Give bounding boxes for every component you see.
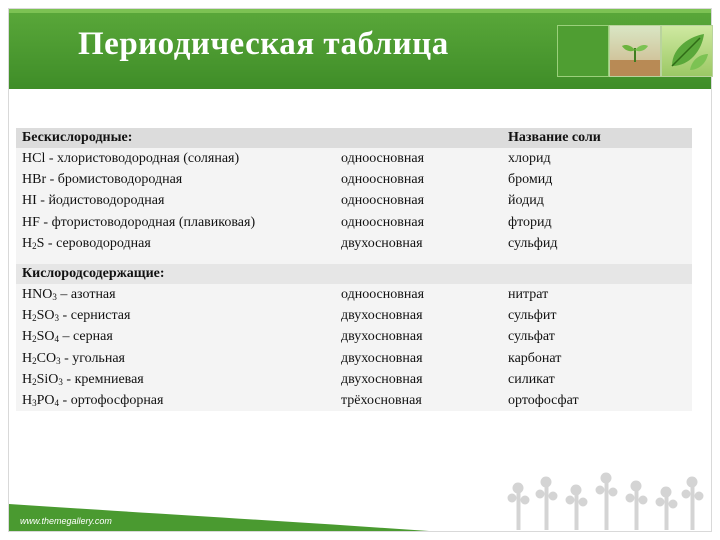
leaves-icon <box>662 26 712 76</box>
salt-name: силикат <box>508 371 555 387</box>
acid-formula-name <box>22 212 255 233</box>
salt-name: йодид <box>508 193 544 209</box>
formula-text: H <box>22 392 33 408</box>
formula-subscript: 4 <box>54 334 60 345</box>
acid-formula-name <box>22 305 130 326</box>
salt-name: сульфат <box>508 329 555 345</box>
table-row <box>16 305 692 326</box>
salt-name: нитрат <box>508 286 549 302</box>
formula-text: SO <box>36 329 55 345</box>
acid-name: – азотная <box>56 286 116 302</box>
formula-subscript: 4 <box>54 397 60 408</box>
salt-name: хлорид <box>508 151 551 166</box>
formula-subscript: 3 <box>52 291 57 302</box>
acid-formula-name <box>22 169 182 190</box>
acid-formula-name <box>22 284 116 305</box>
formula-text: H <box>22 350 33 366</box>
table-row <box>16 348 692 369</box>
formula-text: PO <box>36 392 55 408</box>
acid-basicity: двухосновная <box>341 371 423 387</box>
formula-text: HI <box>22 193 37 209</box>
acid-basicity: одноосновная <box>341 214 425 230</box>
section-header-row <box>16 264 692 284</box>
footer-url: www.themegallery.com <box>20 516 112 526</box>
acids-table <box>16 128 692 411</box>
formula-subscript: 3 <box>56 355 61 366</box>
formula-subscript: 3 <box>32 397 37 408</box>
formula-subscript: 3 <box>58 376 63 387</box>
oxygenless-group <box>16 148 692 254</box>
page-title: Периодическая таблица <box>78 26 449 62</box>
formula-subscript: 3 <box>54 313 60 324</box>
salt-name: ортофосфат <box>508 392 579 408</box>
table-row <box>16 369 692 390</box>
acid-basicity: двухосновная <box>341 329 423 345</box>
acid-name: – серная <box>59 329 113 345</box>
acid-name: - кремниевая <box>62 371 144 387</box>
acid-name: - бромистоводородная <box>46 172 183 188</box>
formula-subscript: 2 <box>32 240 37 251</box>
table-row <box>16 148 692 169</box>
table-row <box>16 326 692 347</box>
decor-square-image <box>557 25 609 77</box>
table-row <box>16 284 692 305</box>
table-row <box>16 390 692 411</box>
formula-subscript: 2 <box>32 313 37 324</box>
acid-name: - фтористоводородная (плавиковая) <box>39 214 256 230</box>
footer-wave <box>9 496 711 531</box>
formula-text: H <box>22 329 33 345</box>
acid-name: - сероводородная <box>44 235 151 251</box>
formula-text: H <box>22 371 33 387</box>
acid-basicity: трёхосновная <box>341 392 422 408</box>
table-row <box>16 169 692 190</box>
sprout-image <box>609 25 661 77</box>
formula-text: HNO <box>22 286 53 302</box>
salt-name: сульфид <box>508 235 558 251</box>
header-stripe <box>9 9 711 13</box>
acid-basicity: двухосновная <box>341 350 423 366</box>
formula-text: S <box>36 235 45 251</box>
acid-basicity: двухосновная <box>341 308 423 324</box>
salt-name: бромид <box>508 172 553 188</box>
acid-formula-name <box>22 148 239 169</box>
salt-name: сульфит <box>508 308 557 324</box>
formula-text: HCl <box>22 151 46 166</box>
formula-text: H <box>22 308 33 324</box>
formula-subscript: 2 <box>32 334 37 345</box>
acid-formula-name <box>22 390 163 411</box>
acid-formula-name <box>22 369 144 390</box>
acid-name: - хлористоводородная (соляная) <box>45 151 240 166</box>
salt-name: фторид <box>508 214 552 230</box>
oxygen-group <box>16 284 692 411</box>
formula-text: SiO <box>36 371 59 387</box>
header-salt-name: Название соли <box>508 130 601 145</box>
table-header-row <box>16 128 692 148</box>
acid-basicity: одноосновная <box>341 151 425 166</box>
table-row <box>16 190 692 211</box>
table-row <box>16 233 692 254</box>
acid-name: - угольная <box>60 350 125 366</box>
formula-subscript: 2 <box>32 376 37 387</box>
formula-subscript: 2 <box>32 355 37 366</box>
acid-basicity: одноосновная <box>341 172 425 188</box>
acid-formula-name <box>22 190 164 211</box>
leaves-image <box>661 25 713 77</box>
formula-text: CO <box>36 350 57 366</box>
acid-name: - ортофосфорная <box>59 392 164 408</box>
acid-basicity: двухосновная <box>341 235 423 251</box>
formula-text: H <box>22 235 33 251</box>
acid-formula-name <box>22 348 125 369</box>
salt-name: карбонат <box>508 350 562 366</box>
acid-name: - сернистая <box>59 308 131 324</box>
acid-basicity: одноосновная <box>341 193 425 209</box>
group-spacer <box>16 254 692 264</box>
sprout-icon <box>610 26 660 76</box>
formula-text: HF <box>22 214 40 230</box>
formula-text: HBr <box>22 172 47 188</box>
section-oxygen-label: Кислородсодержащие: <box>22 265 165 281</box>
formula-text: SO <box>36 308 55 324</box>
acid-formula-name <box>22 326 113 347</box>
acid-formula-name <box>22 233 151 254</box>
table-row <box>16 212 692 233</box>
header-oxygenless: Бескислородные: <box>22 130 133 145</box>
acid-name: - йодистоводородная <box>36 193 165 209</box>
acid-basicity: одноосновная <box>341 286 425 302</box>
